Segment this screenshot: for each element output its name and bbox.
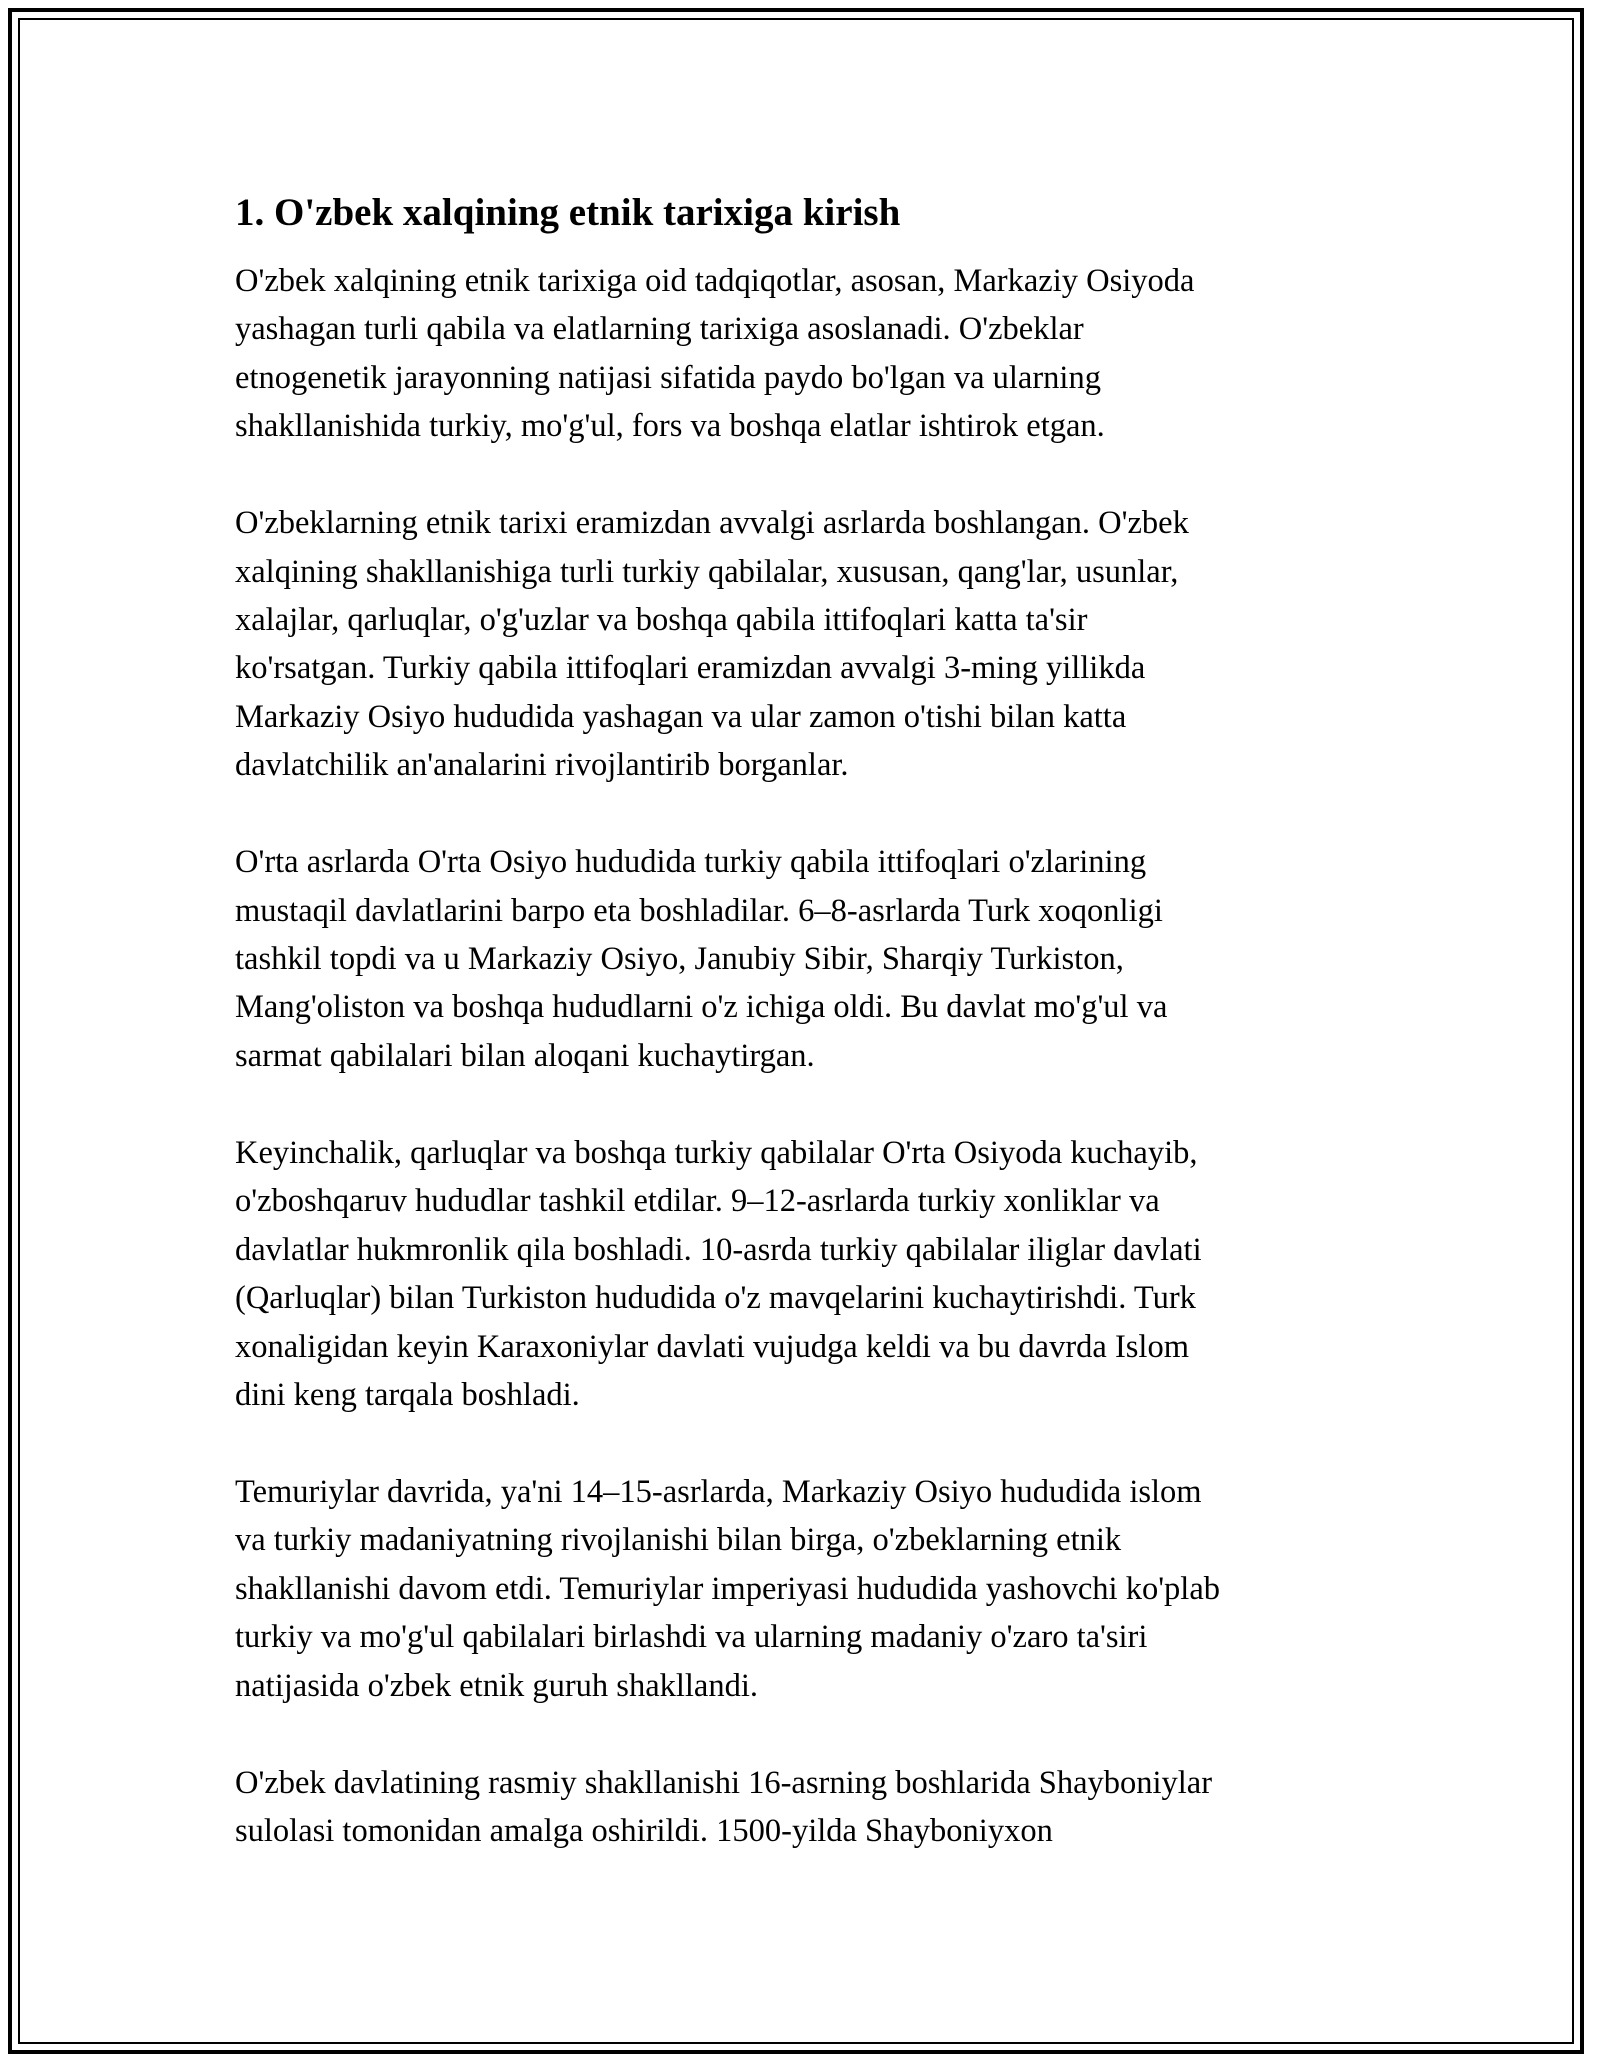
paragraph-5: Temuriylar davrida, ya'ni 14–15-asrlarda, Markaziy Osiyo hududida islom va turkiy madaniyatning rivojlanishi bilan birga, o'zbeklarning etnik shakllanishi davom etdi. Temuriylar imperiyasi hududida yashovchi ko'plab turkiy va mo'g'ul qabilalari birlashdi va ularning madaniy o'zaro ta'siri natijasida o'zbek etnik guruh shakllandi. xyxy=(235,1473,1221,1704)
section-heading: 1. O'zbek xalqining etnik tarixiga kirish xyxy=(235,191,901,234)
paragraph-1: O'zbek xalqining etnik tarixiga oid tadqiqotlar, asosan, Markaziy Osiyoda yashagan turli qabila va elatlarning tarixiga asoslanadi. O'zbeklar etnogenetik jarayonning natijasi sifatida paydo bo'lgan va ularning shakllanishida turkiy, mo'g'ul, fors va boshqa elatlar ishtirok etgan. xyxy=(235,263,1195,445)
paragraph-6: O'zbek davlatining rasmiy shakllanishi 16-asrning boshlarida Shayboniylar sulolasi tomonidan amalga oshirildi. 1500-yilda Shayboniyxon xyxy=(235,1764,1213,1849)
paragraph-4: Keyinchalik, qarluqlar va boshqa turkiy qabilalar O'rta Osiyoda kuchayib, o'zboshqaruv hududlar tashkil etdilar. 9–12-asrlarda turkiy xonliklar va davlatlar hukmronlik qila boshladi. 10-asrda turkiy qabilalar iliglar davlati (Qarluqlar) bilan Turkiston hududida o'z mavqelarini kuchaytirishdi. Turk xonaligidan keyin Karaxoniylar davlati vujudga keldi va bu davrda Islom dini keng tarqala boshladi. xyxy=(235,1134,1202,1413)
paragraph-3: O'rta asrlarda O'rta Osiyo hududida turkiy qabila ittifoqlari o'zlarining mustaqil davlatlarini barpo eta boshladilar. 6–8-asrlarda Turk xoqonligi tashkil topdi va u Markaziy Osiyo, Janubiy Sibir, Sharqiy Turkiston, Mang'oliston va boshqa hududlarni o'z ichiga oldi. Bu davlat mo'g'ul va sarmat qabilalari bilan aloqani kuchaytirgan. xyxy=(235,844,1168,1074)
paragraph-2: O'zbeklarning etnik tarixi eramizdan avvalgi asrlarda boshlangan. O'zbek xalqining shakllanishiga turli turkiy qabilalar, xususan, qang'lar, usunlar, xalajlar, qarluqlar, o'g'uzlar va boshqa qabila ittifoqlari katta ta'sir ko'rsatgan. Turkiy qabila ittifoqlari eramizdan avvalgi 3-ming yillikda Markaziy Osiyo hududida yashagan va ular zamon o'tishi bilan katta davlatchilik an'analarini rivojlantirib borganlar. xyxy=(235,505,1189,784)
document-body xyxy=(235,185,1370,1904)
